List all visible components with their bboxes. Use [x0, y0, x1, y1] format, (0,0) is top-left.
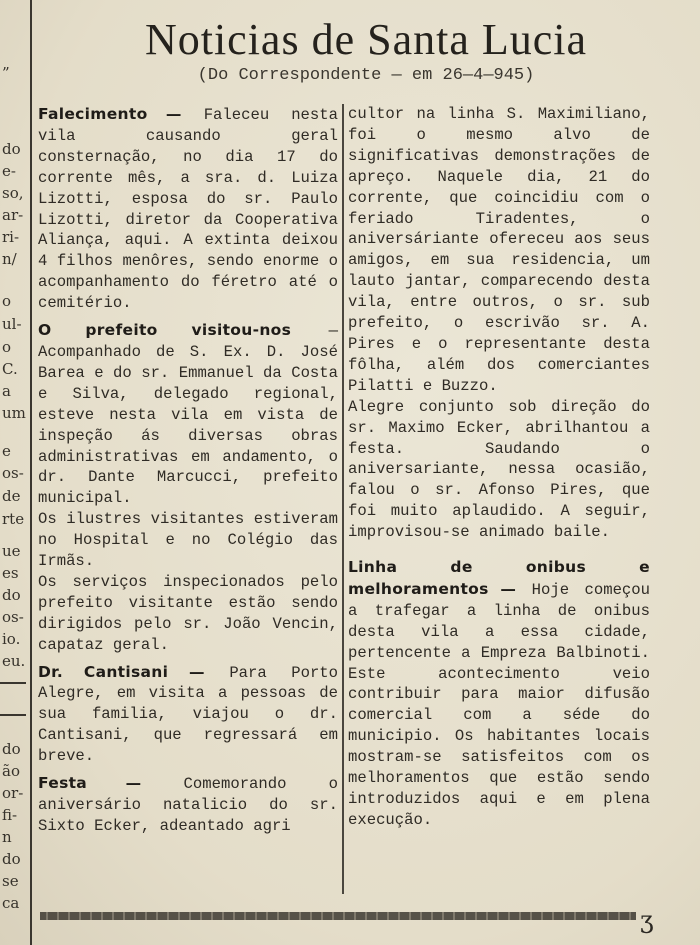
fragment-text: um	[2, 404, 26, 422]
article-paragraph: Os serviços inspecionados pelo prefeito visitante estão sendo dirigidos pelo sr. João Vencin, capataz geral.	[38, 572, 338, 654]
fragment-text: do	[2, 740, 21, 758]
fragment-text: ar-	[2, 206, 24, 224]
fragment-text: de	[2, 487, 21, 505]
fragment-text: ”	[2, 64, 10, 82]
fragment-text: es	[2, 564, 19, 582]
fragment-text: so,	[2, 184, 24, 202]
ornament-icon: ʒ	[640, 906, 654, 934]
fragment-text: C.	[2, 360, 18, 378]
decorative-rule	[40, 912, 636, 920]
article-paragraph: Alegre conjunto sob direção do sr. Maximo Ecker, abrilhantou a festa. Saudando o aniversariante, nessa ocasião, falou o sr. Afonso Pires, que foi muito aplaudido. A seguir, improvisou-se animado baile.	[348, 397, 650, 542]
article-headline: Linha de onibus e melhoramentos —	[348, 558, 650, 598]
article-festa-continuation: cultor na linha S. Maximiliano, foi o mesmo alvo de significativas demonstrações de apreço. Naquele dia, 21 do corrente, que coincidiu com o feriado Tiradentes, o aniversáriante ofereceu aos seus amigos, em sua residencia, um lauto jantar, comparecendo desta vila, entre outros, o sr. sub prefeito, o escrivão sr. A. Pires e o representante desta fôlha, além dos comerciantes Pilatti e Buzzo.	[348, 105, 650, 395]
article-onibus	[348, 557, 650, 831]
right-column	[348, 104, 650, 831]
fragment-rule	[0, 714, 26, 716]
article-body: Faleceu nesta vila causando geral consternação, no dia 17 do corrente mês, a sra. d. Luiza Lizotti, esposa do sr. Paulo Lizotti, diretor da Cooperativa Aliança, aqui. A extinta deixou 4 filhos menôres, sendo enorme o acompanhamento do féretro até o cemitério.	[38, 106, 338, 313]
fragment-text: do	[2, 586, 21, 604]
article-headline: O prefeito visitou-nos	[38, 321, 292, 340]
page-title: Noticias de Santa Lucia	[144, 15, 588, 64]
fragment-text: eu.	[2, 652, 26, 670]
article-prefeito	[38, 320, 338, 509]
adjacent-column-fragment	[0, 0, 32, 945]
fragment-text: ão	[2, 762, 20, 780]
fragment-text: ue	[2, 542, 21, 560]
article-body: Comemorando o aniversário natalicio do sr. Sixto Ecker, adeantado agri	[38, 775, 339, 835]
fragment-text: n	[2, 828, 12, 846]
article-cantisani	[38, 662, 338, 768]
article-headline: Falecimento —	[38, 105, 182, 123]
fragment-text: fi-	[2, 806, 18, 824]
article-body: — Acompanhado de S. Ex. D. José Barea e do sr. Emmanuel da Costa e Silva, delegado regional, esteve nesta vila em vista de inspeção ás diversas obras administrativas em andamento, o dr. Dante Marcucci, prefeito municipal.	[38, 322, 339, 508]
masthead	[40, 12, 692, 85]
fragment-text: os-	[2, 608, 24, 626]
column-divider	[342, 104, 344, 894]
fragment-text: o	[2, 338, 12, 356]
fragment-text: ca	[2, 894, 20, 912]
article-body: Para Porto Alegre, em visita a pessoas de sua familia, viajou o dr. Cantisani, que regressará em breve.	[38, 663, 339, 766]
fragment-text: se	[2, 872, 19, 890]
fragment-text: rte	[2, 510, 25, 528]
fragment-text: os-	[2, 464, 24, 482]
fragment-text: a	[2, 382, 11, 400]
fragment-text: io.	[2, 630, 21, 648]
left-column	[38, 104, 338, 837]
fragment-text: ri-	[2, 228, 20, 246]
fragment-text: e-	[2, 162, 16, 180]
article-paragraph: Os ilustres visitantes estiveram no Hospital e no Colégio das Irmãs.	[38, 510, 338, 571]
fragment-rule	[0, 682, 26, 684]
fragment-text: o	[2, 292, 12, 310]
fragment-text: do	[2, 850, 21, 868]
correspondent-dateline: (Do Correspondente — em 26—4—945)	[197, 66, 535, 85]
fragment-text: do	[2, 140, 21, 158]
article-body: Hoje começou a trafegar a linha de onibus desta vila a essa cidade, pertencente a Empreza Balbinoti. Este acontecimento veio contribuir para maior difusão comercial com a séde do municipio. Os habitantes locais mostram-se satisfeitos com os melhoramentos que estão sendo introduzidos aqui e em plena execução.	[348, 580, 650, 829]
fragment-text: n/	[2, 250, 17, 268]
article-headline: Dr. Cantisani —	[38, 662, 205, 681]
fragment-text: ul-	[2, 315, 22, 333]
article-falecimento	[38, 104, 338, 314]
fragment-text: e	[2, 442, 11, 460]
fragment-text: or-	[2, 784, 24, 802]
article-headline: Festa —	[38, 774, 142, 793]
article-festa	[38, 773, 338, 837]
